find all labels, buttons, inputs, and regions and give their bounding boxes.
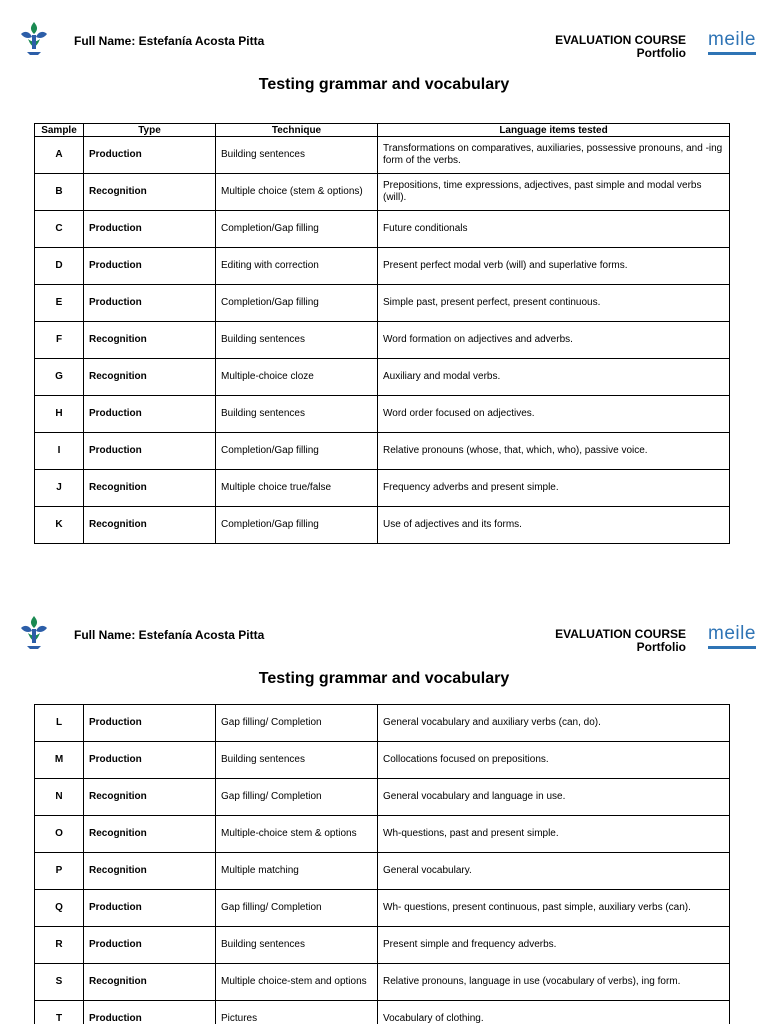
table-row [35, 927, 730, 964]
samples-table [34, 123, 730, 544]
cell-technique: Building sentences [216, 322, 378, 359]
cell-technique: Gap filling/ Completion [216, 705, 378, 742]
course-label [555, 34, 686, 60]
course-subtitle: Portfolio [636, 46, 686, 60]
cell-language-items: Wh- questions, present continuous, past simple, auxiliary verbs (can). [378, 890, 730, 927]
table-row [35, 137, 730, 174]
cell-language-items: Transformations on comparatives, auxiliaries, possessive pronouns, and -ing form of the verbs. [378, 137, 730, 174]
brand-logo [708, 624, 756, 649]
column-header-sample: Sample [35, 124, 84, 137]
cell-technique: Gap filling/ Completion [216, 890, 378, 927]
cell-language-items: Collocations focused on prepositions. [378, 742, 730, 779]
cell-language-items: General vocabulary and language in use. [378, 779, 730, 816]
cell-sample: K [35, 507, 84, 544]
course-subtitle: Portfolio [636, 640, 686, 654]
cell-technique: Editing with correction [216, 248, 378, 285]
page-header [0, 594, 768, 654]
cell-sample: D [35, 248, 84, 285]
full-name: Full Name: Estefanía Acosta Pitta [74, 628, 265, 642]
cell-type: Production [84, 705, 216, 742]
brand-underline [708, 646, 756, 649]
cell-language-items: Present simple and frequency adverbs. [378, 927, 730, 964]
cell-type: Recognition [84, 174, 216, 211]
cell-type: Recognition [84, 779, 216, 816]
cell-sample: T [35, 1001, 84, 1024]
cell-language-items: Relative pronouns, language in use (vocabulary of verbs), ing form. [378, 964, 730, 1001]
cell-technique: Building sentences [216, 927, 378, 964]
course-label [555, 628, 686, 654]
table-row [35, 174, 730, 211]
cell-type: Production [84, 433, 216, 470]
cell-type: Recognition [84, 816, 216, 853]
cell-sample: N [35, 779, 84, 816]
cell-technique: Multiple-choice stem & options [216, 816, 378, 853]
table-row [35, 396, 730, 433]
table-row [35, 890, 730, 927]
cell-language-items: Vocabulary of clothing. [378, 1001, 730, 1024]
cell-type: Production [84, 742, 216, 779]
cell-type: Recognition [84, 322, 216, 359]
cell-language-items: Auxiliary and modal verbs. [378, 359, 730, 396]
column-header-type: Type [84, 124, 216, 137]
brand-name: meile [708, 623, 756, 644]
cell-technique: Building sentences [216, 742, 378, 779]
cell-sample: H [35, 396, 84, 433]
cell-technique: Multiple matching [216, 853, 378, 890]
table-row [35, 964, 730, 1001]
table-row [35, 853, 730, 890]
cell-sample: E [35, 285, 84, 322]
full-name: Full Name: Estefanía Acosta Pitta [74, 34, 265, 48]
cell-type: Production [84, 285, 216, 322]
cell-sample: R [35, 927, 84, 964]
table-row [35, 507, 730, 544]
cell-type: Recognition [84, 853, 216, 890]
cell-language-items: Simple past, present perfect, present continuous. [378, 285, 730, 322]
cell-language-items: Prepositions, time expressions, adjectives, past simple and modal verbs (will). [378, 174, 730, 211]
cell-language-items: Word formation on adjectives and adverbs. [378, 322, 730, 359]
cell-technique: Multiple-choice cloze [216, 359, 378, 396]
cell-technique: Multiple choice (stem & options) [216, 174, 378, 211]
cell-technique: Pictures [216, 1001, 378, 1024]
cell-sample: S [35, 964, 84, 1001]
table-row [35, 211, 730, 248]
university-crest-icon [19, 614, 49, 650]
cell-sample: L [35, 705, 84, 742]
table-row [35, 705, 730, 742]
cell-language-items: Relative pronouns (whose, that, which, who), passive voice. [378, 433, 730, 470]
cell-language-items: Use of adjectives and its forms. [378, 507, 730, 544]
cell-sample: G [35, 359, 84, 396]
cell-language-items: General vocabulary and auxiliary verbs (can, do). [378, 705, 730, 742]
page-header [0, 0, 768, 60]
cell-sample: J [35, 470, 84, 507]
cell-technique: Building sentences [216, 137, 378, 174]
cell-language-items: Future conditionals [378, 211, 730, 248]
cell-type: Production [84, 396, 216, 433]
cell-type: Recognition [84, 507, 216, 544]
table-row [35, 285, 730, 322]
cell-language-items: Present perfect modal verb (will) and superlative forms. [378, 248, 730, 285]
table-row [35, 433, 730, 470]
cell-language-items: Frequency adverbs and present simple. [378, 470, 730, 507]
cell-type: Recognition [84, 470, 216, 507]
university-crest-icon [19, 20, 49, 56]
cell-technique: Building sentences [216, 396, 378, 433]
cell-type: Recognition [84, 359, 216, 396]
cell-sample: Q [35, 890, 84, 927]
cell-sample: O [35, 816, 84, 853]
cell-technique: Completion/Gap filling [216, 211, 378, 248]
cell-technique: Gap filling/ Completion [216, 779, 378, 816]
cell-type: Production [84, 211, 216, 248]
column-header-technique: Technique [216, 124, 378, 137]
document-page-2 [0, 594, 768, 1024]
cell-technique: Completion/Gap filling [216, 507, 378, 544]
table-row [35, 779, 730, 816]
page-title: Testing grammar and vocabulary [258, 670, 510, 687]
table-row [35, 742, 730, 779]
cell-sample: F [35, 322, 84, 359]
cell-type: Production [84, 890, 216, 927]
page-title: Testing grammar and vocabulary [258, 76, 510, 93]
table-row [35, 1001, 730, 1024]
course-title: EVALUATION COURSE [555, 627, 686, 641]
brand-logo [708, 30, 756, 55]
table-row [35, 322, 730, 359]
cell-sample: A [35, 137, 84, 174]
cell-type: Production [84, 1001, 216, 1024]
cell-technique: Multiple choice-stem and options [216, 964, 378, 1001]
table-header-row [35, 124, 730, 137]
table-row [35, 248, 730, 285]
course-title: EVALUATION COURSE [555, 33, 686, 47]
table-row [35, 359, 730, 396]
cell-sample: B [35, 174, 84, 211]
cell-technique: Completion/Gap filling [216, 285, 378, 322]
cell-language-items: Word order focused on adjectives. [378, 396, 730, 433]
brand-underline [708, 52, 756, 55]
table-row [35, 470, 730, 507]
cell-type: Recognition [84, 964, 216, 1001]
cell-sample: P [35, 853, 84, 890]
cell-language-items: Wh-questions, past and present simple. [378, 816, 730, 853]
brand-name: meile [708, 29, 756, 50]
samples-table-continued [34, 704, 730, 1024]
cell-type: Production [84, 927, 216, 964]
cell-sample: C [35, 211, 84, 248]
cell-technique: Completion/Gap filling [216, 433, 378, 470]
cell-type: Production [84, 137, 216, 174]
cell-type: Production [84, 248, 216, 285]
cell-sample: I [35, 433, 84, 470]
cell-language-items: General vocabulary. [378, 853, 730, 890]
cell-sample: M [35, 742, 84, 779]
column-header-items: Language items tested [378, 124, 730, 137]
cell-technique: Multiple choice true/false [216, 470, 378, 507]
table-row [35, 816, 730, 853]
